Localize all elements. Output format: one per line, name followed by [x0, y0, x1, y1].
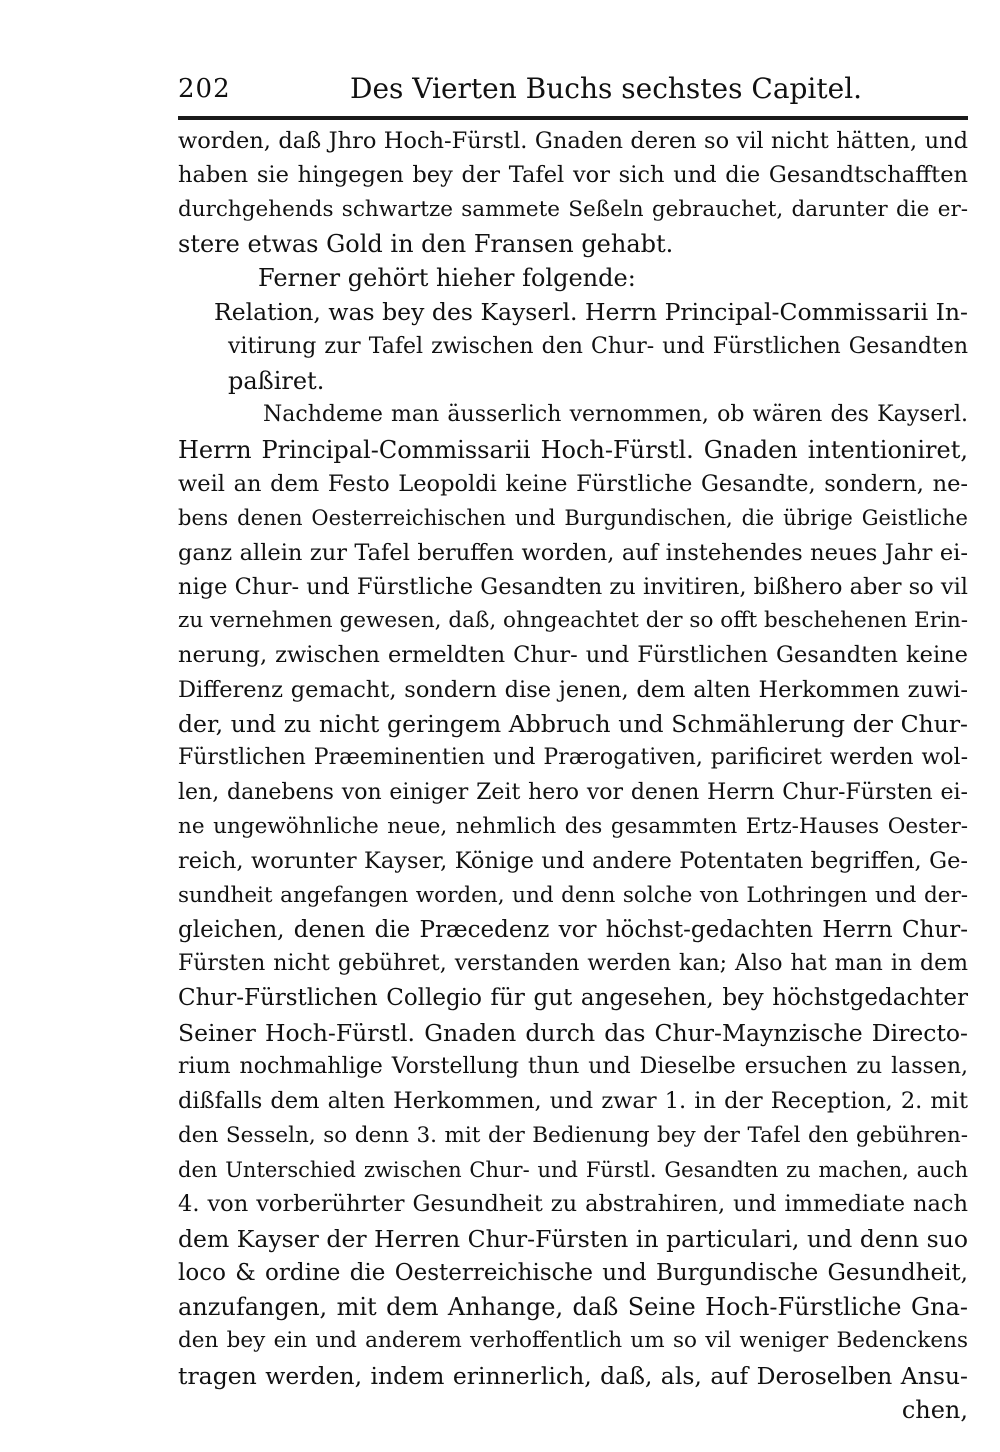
page-number: 202 — [178, 74, 231, 104]
text-line: reich, worunter Kayser, Könige und andere Potentaten begriffen, Ge- — [178, 848, 968, 875]
body-text — [178, 124, 968, 1427]
text-line: weil an dem Festo Leopoldi keine Fürstliche Gesandte, sondern, ne- — [178, 470, 968, 497]
header-rule — [178, 116, 968, 120]
text-line: worden, daß Jhro Hoch-Fürstl. Gnaden deren so vil nicht hätten, und — [178, 128, 968, 154]
text-line: dem Kayser der Herren Chur-Fürsten in particulari, und denn suo — [178, 1224, 968, 1253]
text-line: sundheit angefangen worden, und denn solche von Lothringen und der- — [178, 882, 968, 908]
text-line: der, und zu nicht geringem Abbruch und Schmählerung der Chur- — [178, 710, 968, 739]
text-line: gleichen, denen die Præcedenz vor höchst-gedachten Herrn Chur- — [178, 916, 968, 943]
text-line: durchgehends schwartze sammete Seßeln gebrauchet, darunter die er- — [178, 196, 968, 222]
catchword: chen, — [901, 1395, 968, 1424]
relation-heading-line: paßiret. — [228, 367, 325, 396]
text-line: ne ungewöhnliche neue, nehmlich des gesammten Ertz-Hauses Oester- — [178, 813, 968, 839]
text-line: loco & ordine die Oesterreichische und Burgundische Gesundheit, — [178, 1259, 968, 1286]
text-line: Seiner Hoch-Fürstl. Gnaden durch das Chur-Maynzische Directo- — [178, 1018, 968, 1047]
text-line: Herrn Principal-Commissarii Hoch-Fürstl. Gnaden intentioniret, — [178, 435, 968, 464]
text-line: den bey ein und anderem verhoffentlich um so vil weniger Bedenckens — [178, 1328, 968, 1354]
text-line: tragen werden, indem erinnerlich, daß, als, auf Deroselben Ansu- — [178, 1361, 968, 1390]
text-line: Fürsten nicht gebühret, verstanden werden kan; Also hat man in dem — [178, 951, 968, 977]
text-line: nige Chur- und Fürstliche Gesandten zu invitiren, bißhero aber so vil — [178, 573, 968, 600]
text-line: den Sesseln, so denn 3. mit der Bedienung bey der Tafel den gebühren- — [178, 1122, 968, 1148]
text-line: ganz allein zur Tafel beruffen worden, auf instehendes neues Jahr ei- — [178, 539, 968, 566]
running-title: Des Vierten Buchs sechstes Capitel. — [350, 72, 863, 105]
text-line: nerung, zwischen ermeldten Chur- und Fürstlichen Gesandten keine — [178, 642, 968, 669]
text-line: rium nochmahlige Vorstellung thun und Dieselbe ersuchen zu lassen, — [178, 1054, 968, 1080]
text-line: Differenz gemacht, sondern dise jenen, dem alten Herkommen zuwi- — [178, 676, 968, 703]
page-header — [178, 70, 968, 110]
text-line: anzufangen, mit dem Anhange, daß Seine Hoch-Fürstliche Gna- — [178, 1293, 968, 1322]
relation-heading-line: Relation, was bey des Kayserl. Herrn Principal-Commissarii In- — [214, 298, 968, 327]
text-line: stere etwas Gold in den Fransen gehabt. — [178, 229, 674, 258]
relation-heading-line: vitirung zur Tafel zwischen den Chur- und Fürstlichen Gesandten — [228, 333, 968, 359]
text-line: Chur-Fürstlichen Collegio für gut angesehen, bey höchstgedachter — [178, 985, 968, 1012]
text-line: len, danebens von einiger Zeit hero vor denen Herrn Chur-Fürsten ei- — [178, 779, 968, 805]
text-line: bens denen Oesterreichischen und Burgundischen, die übrige Geistliche — [178, 506, 968, 531]
text-line: haben sie hingegen bey der Tafel vor sich und die Gesandtschafften — [178, 162, 968, 189]
text-line: den Unterschied zwischen Chur- und Fürstl. Gesandten zu machen, auch — [178, 1157, 968, 1182]
text-line: zu vernehmen gewesen, daß, ohngeachtet der so offt beschehenen Erin- — [178, 608, 968, 634]
text-line: dißfalls dem alten Herkommen, und zwar 1. in der Reception, 2. mit — [178, 1088, 968, 1115]
text-line: Fürstlichen Præeminentien und Prærogativen, parificiret werden wol- — [178, 745, 968, 771]
text-line: 4. von vorberührter Gesundheit zu abstrahiren, und immediate nach — [178, 1191, 968, 1218]
text-line: Nachdeme man äusserlich vernommen, ob wären des Kayserl. — [263, 402, 968, 428]
text-line: Ferner gehört hieher folgende: — [258, 264, 636, 293]
